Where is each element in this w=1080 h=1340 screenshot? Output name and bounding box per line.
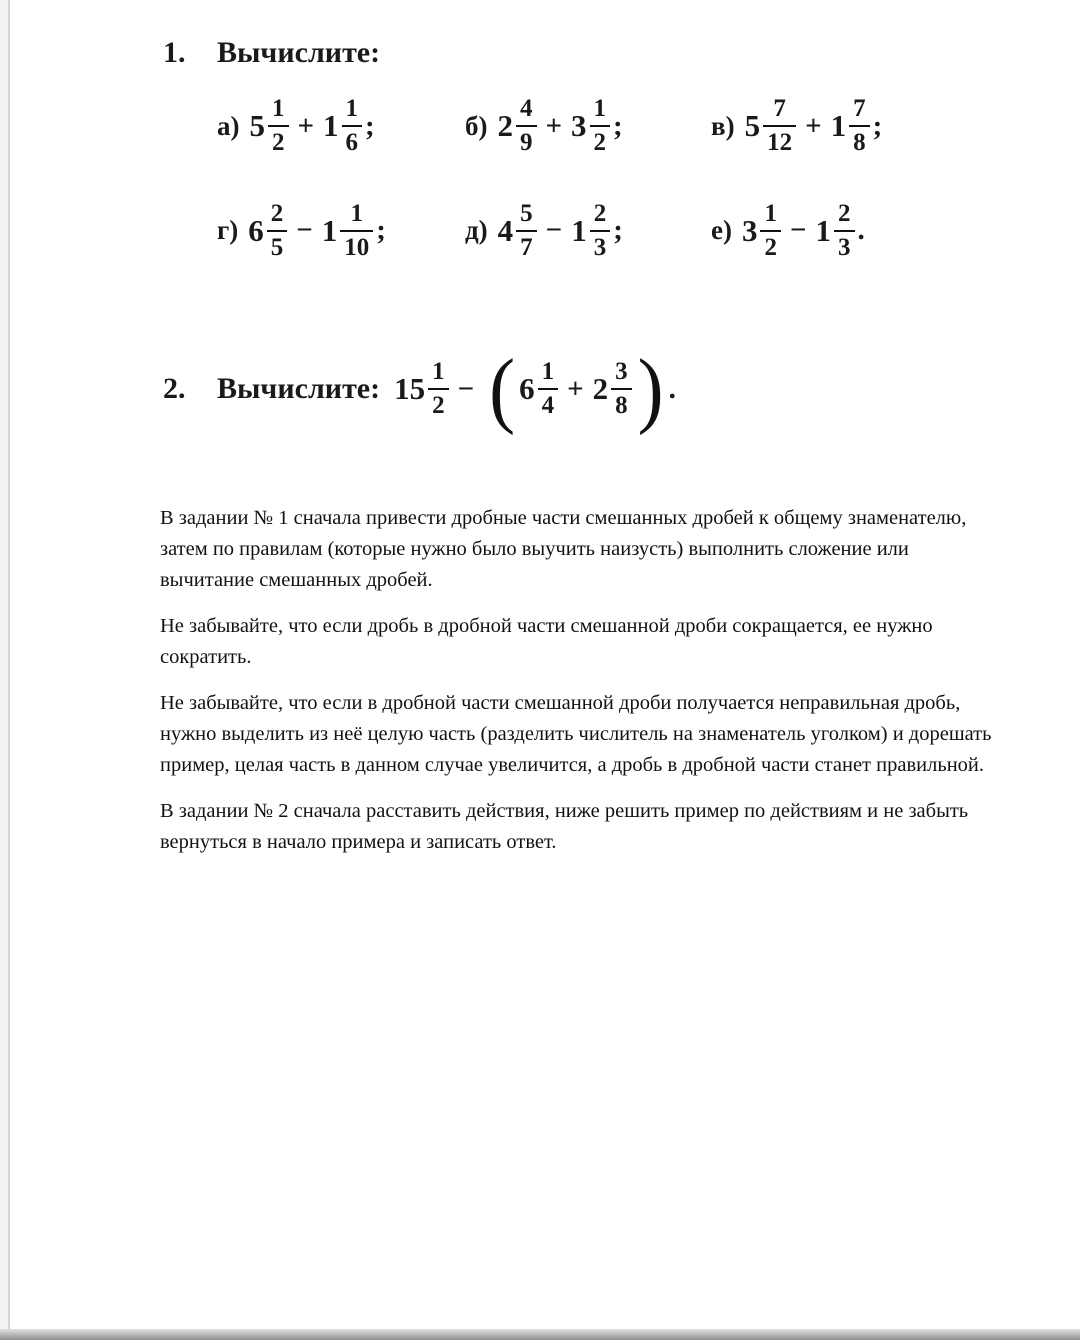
close-parenthesis: ) [637,341,664,436]
fraction-denominator: 5 [267,230,288,261]
fraction-denominator: 2 [590,125,611,156]
fraction-denominator: 2 [760,230,781,261]
fraction [538,359,559,420]
fraction-denominator: 6 [342,125,363,156]
operator: − [457,372,475,405]
whole-number: 1 [323,108,339,144]
fraction [342,96,363,157]
fraction-denominator: 2 [428,388,449,419]
fraction [516,201,537,262]
fraction [834,201,855,262]
fraction-denominator: 8 [611,388,632,419]
whole-number: 3 [741,212,758,248]
fraction-denominator: 4 [538,388,559,419]
fraction [611,359,632,420]
operator: + [545,109,563,142]
whole-number: 1 [321,212,338,248]
instruction-paragraph: В задании № 2 сначала расставить действия, ниже решить пример по действиям и не забыть вернуться в начало примера и записать ответ. [160,800,969,853]
fraction-numerator: 5 [520,199,533,227]
operator: − [789,214,807,247]
fraction [590,96,611,157]
fraction-numerator: 4 [520,95,533,122]
whole-number: 6 [248,212,264,248]
problem-2-number: 2. [163,372,186,405]
problem-2-title: Вычислите: [217,372,381,405]
open-parenthesis: ( [489,341,516,436]
instruction-paragraph: В задании № 1 сначала привести дробные части смешанных дробей к общему знаменателю, затем по правилам (которые нужно было выучить наизусть) выполнить сложение или вычитание смешанных дробей. [160,507,967,591]
operator: + [805,109,822,142]
fraction-numerator: 7 [853,95,866,122]
fraction-denominator: 12 [763,125,796,156]
problem-1-item-a [217,96,465,157]
problem-2 [163,341,676,436]
fraction [763,96,796,157]
fraction [516,96,537,157]
whole-number: 1 [830,108,847,144]
punctuation: . [668,372,676,405]
scan-left-line [8,0,10,1340]
instruction-paragraph: Не забывайте, что если дробь в дробной части смешанной дроби сокращается, ее нужно сократить. [160,615,933,668]
operator: + [297,109,315,142]
fraction-numerator: 3 [615,357,628,385]
fraction-numerator: 1 [272,95,285,122]
fraction-denominator: 8 [849,125,870,156]
operator: − [296,214,313,247]
item-label: е) [711,215,732,246]
punctuation: ; [872,109,883,142]
fraction-numerator: 1 [350,199,364,227]
problem-1-item-d [465,201,711,262]
fraction [590,201,611,262]
problem-1-number: 1. [163,36,186,69]
problem-1-item-v [711,96,882,157]
instruction-paragraph: Не забывайте, что если в дробной части смешанной дроби получается неправильная дробь, нужно выделить из неё целую часть (разделить числитель на знаменатель уголком) и дорешать пример, целая часть в данном случае увеличится, а дробь в дробной части станет правильной. [160,692,992,776]
fraction-numerator: 2 [593,199,607,227]
whole-number: 1 [815,212,832,248]
problem-1-items [217,96,882,261]
fraction-denominator: 9 [516,125,537,156]
fraction [849,96,870,157]
fraction [340,201,373,262]
item-label: а) [217,110,240,141]
punctuation: ; [613,214,623,247]
problem-1-item-b [465,96,711,157]
problem-1-item-e [711,201,882,262]
fraction-numerator: 1 [764,199,777,227]
instructions-section [160,503,1008,873]
whole-number: 2 [592,371,609,406]
item-label: б) [465,110,488,141]
fraction-numerator: 2 [838,199,851,227]
item-label: в) [711,110,735,141]
problem-1 [163,36,882,261]
whole-number: 1 [571,212,587,248]
fraction [268,96,289,157]
item-label: д) [465,215,488,246]
punctuation: ; [376,214,386,247]
fraction-numerator: 1 [593,95,607,122]
fraction-numerator: 7 [773,95,786,122]
operator: + [567,372,584,405]
fraction-numerator: 1 [541,357,555,385]
whole-number: 5 [744,108,761,144]
whole-number: 4 [497,212,514,248]
whole-number: 15 [394,371,426,406]
fraction [267,201,288,262]
fraction-denominator: 7 [516,230,537,261]
problem-2-expression [394,341,676,436]
whole-number: 2 [497,108,513,144]
whole-number: 5 [249,108,265,144]
fraction-denominator: 3 [834,230,855,261]
scan-bottom-bar [0,1329,1080,1340]
fraction-numerator: 1 [345,95,359,122]
item-label: г) [217,215,239,246]
punctuation: . [857,214,865,247]
fraction [760,201,781,262]
problem-1-item-g [217,201,465,262]
whole-number: 3 [571,108,587,144]
fraction-denominator: 2 [268,125,289,156]
fraction-denominator: 10 [340,230,373,261]
fraction-numerator: 2 [270,199,284,227]
punctuation: ; [365,109,375,142]
fraction-numerator: 1 [432,357,445,385]
scan-left-strip [0,0,8,1340]
problem-1-title: Вычислите: [217,36,381,69]
fraction-denominator: 3 [590,230,611,261]
whole-number: 6 [519,371,535,406]
operator: − [545,214,563,247]
punctuation: ; [613,109,623,142]
fraction [428,359,449,420]
problem-1-header [163,36,882,70]
